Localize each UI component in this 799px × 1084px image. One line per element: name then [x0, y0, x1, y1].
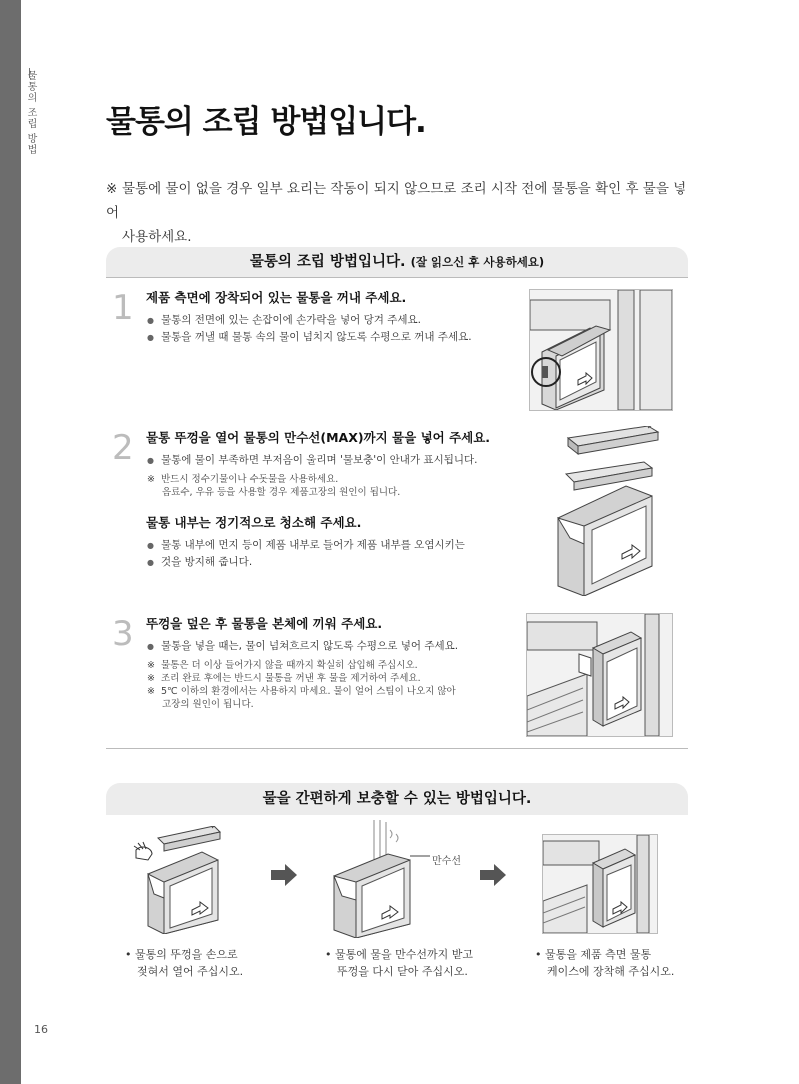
section-divider-top: [106, 277, 688, 278]
step-bullet: ● 물통에 물이 부족하면 부저음이 울리며 '물보충'이 안내가 표시됩니다.: [146, 452, 506, 469]
step-bullet-continuation: ● 것을 방지해 줍니다.: [146, 554, 506, 571]
step-title: 물통 뚜껑을 열어 물통의 만수선(MAX)까지 물을 넣어 주세요.: [146, 430, 491, 445]
note-line-2: 사용하세요.: [122, 229, 192, 245]
page-title: 물통의 조립 방법입니다.: [106, 104, 426, 140]
step-reference-note: ※ 조리 완료 후에는 반드시 물통을 꺼낸 후 물을 제거하여 주세요.: [147, 673, 421, 684]
illustration-insert-tank: [526, 613, 673, 737]
step-bullet: ● 물통 내부에 먼지 등이 제품 내부로 들어가 제품 내부를 오염시키는: [146, 537, 506, 554]
step-reference-note: ※ 물통은 더 이상 들어가지 않을 때까지 확실히 삽입해 주십시오.: [147, 660, 418, 671]
section-divider-bottom: [106, 748, 688, 749]
step-reference-note: 음료수, 우유 등을 사용할 경우 제품고장의 원인이 됩니다.: [162, 487, 401, 498]
page-number: 16: [34, 1023, 48, 1036]
step-bullet: ● 물통을 꺼낼 때 물통 속의 물이 넘치지 않도록 수평으로 꺼내 주세요.: [146, 329, 506, 346]
step-subtitle: 물통 내부는 정기적으로 청소해 주세요.: [146, 515, 362, 530]
arrow-right-icon: [271, 864, 297, 886]
note-mark: ※: [106, 181, 118, 197]
sidebar-section-label: 물통의 조립 방법: [25, 70, 36, 156]
section-header-refill: 물을 간편하게 보충할 수 있는 방법입니다.: [106, 783, 688, 815]
illustration-mount-tank: [542, 834, 658, 934]
caption-open-lid: • 물통의 뚜껑을 손으로 젖혀서 열어 주십시오.: [125, 948, 244, 978]
step-title: 제품 측면에 장착되어 있는 물통을 꺼내 주세요.: [146, 290, 407, 305]
step-bullet: ● 물통의 전면에 있는 손잡이에 손가락을 넣어 당겨 주세요.: [146, 312, 506, 329]
illustration-fill-water: [330, 820, 434, 938]
water-line-label: 만수선: [432, 856, 461, 867]
step-number: 3: [112, 614, 134, 654]
caption-fill-water: • 물통에 물을 만수선까지 받고 뚜껑을 다시 닫아 주십시오.: [325, 948, 473, 978]
illustration-open-lid: [548, 426, 666, 596]
illustration-remove-water-tank: [529, 289, 673, 411]
step-reference-note: ※ 반드시 정수기물이나 수돗물을 사용하세요.: [147, 474, 339, 485]
intro-note: [106, 177, 696, 249]
note-line-1: 물통에 물이 없을 경우 일부 요리는 작동이 되지 않으므로 조리 시작 전에 물통을 확인 후 물을 넣어: [106, 181, 687, 221]
illustration-open-lid-by-hand: [128, 826, 240, 934]
step-reference-note: 고장의 원인이 됩니다.: [162, 699, 254, 710]
caption-mount-tank: • 물통을 제품 측면 물통 케이스에 장착해 주십시오.: [535, 948, 675, 978]
section-header-assembly: [106, 247, 688, 278]
section-subtitle: (잘 읽으신 후 사용하세요): [410, 255, 545, 269]
step-bullet: ● 물통을 넣을 때는, 물이 넘쳐흐르지 않도록 수평으로 넣어 주세요.: [146, 638, 506, 655]
section-title: 물통의 조립 방법입니다.: [249, 254, 406, 270]
sidebar-bar: [0, 0, 21, 1084]
step-number: 2: [112, 428, 134, 468]
step-title: 뚜껑을 덮은 후 물통을 본체에 끼워 주세요.: [146, 616, 383, 631]
arrow-right-icon: [480, 864, 506, 886]
step-number: 1: [112, 288, 134, 328]
step-reference-note: ※ 5℃ 이하의 환경에서는 사용하지 마세요. 물이 얼어 스팀이 나오지 않아: [147, 686, 456, 697]
